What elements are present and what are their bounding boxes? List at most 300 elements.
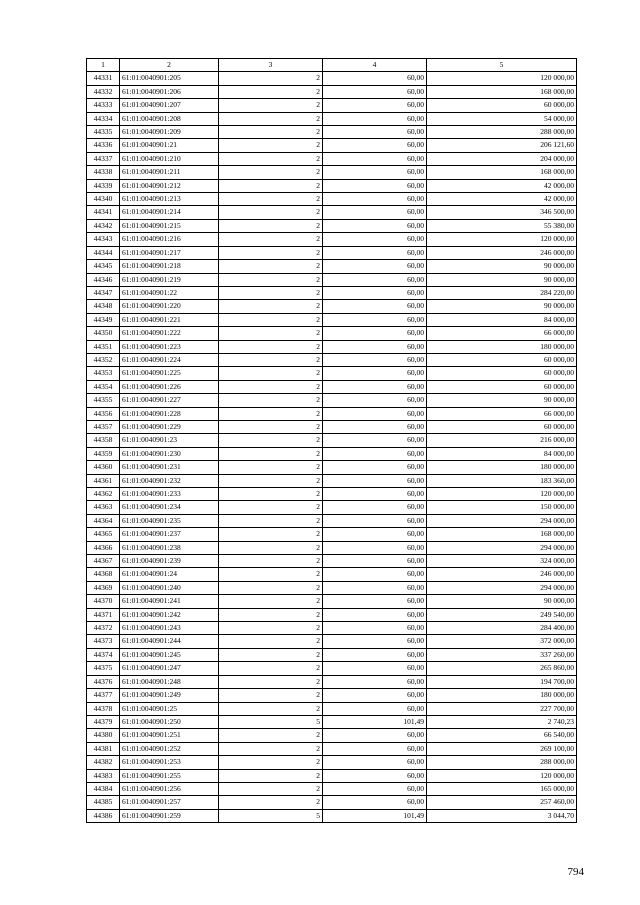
table-cell: 90 000,00 <box>427 595 577 608</box>
table-cell: 44379 <box>87 715 120 728</box>
table-cell: 61:01:0040901:227 <box>120 394 219 407</box>
table-row <box>87 581 577 594</box>
table-cell: 120 000,00 <box>427 72 577 85</box>
table-cell: 324 000,00 <box>427 555 577 568</box>
table-cell: 44382 <box>87 756 120 769</box>
table-cell: 44353 <box>87 367 120 380</box>
table-cell: 60,00 <box>323 488 427 501</box>
table-cell: 61:01:0040901:253 <box>120 756 219 769</box>
table-cell: 2 <box>219 756 323 769</box>
table-cell: 61:01:0040901:249 <box>120 689 219 702</box>
table-row <box>87 541 577 554</box>
table-cell: 44380 <box>87 729 120 742</box>
table-cell: 2 <box>219 635 323 648</box>
table-cell: 294 000,00 <box>427 514 577 527</box>
table-cell: 2 <box>219 702 323 715</box>
table-cell: 60,00 <box>323 206 427 219</box>
table-cell: 2 <box>219 528 323 541</box>
table-cell: 2 <box>219 434 323 447</box>
table-cell: 61:01:0040901:23 <box>120 434 219 447</box>
table-cell: 61:01:0040901:238 <box>120 541 219 554</box>
table-cell: 2 <box>219 273 323 286</box>
table-cell: 183 360,00 <box>427 474 577 487</box>
table-cell: 2 <box>219 796 323 809</box>
page-number: 794 <box>567 866 584 878</box>
table-cell: 5 <box>219 809 323 822</box>
table-cell: 44356 <box>87 407 120 420</box>
table-row <box>87 501 577 514</box>
table-cell: 204 000,00 <box>427 152 577 165</box>
table-cell: 44360 <box>87 461 120 474</box>
table-cell: 44345 <box>87 260 120 273</box>
table-cell: 61:01:0040901:222 <box>120 327 219 340</box>
column-header: 3 <box>219 59 323 72</box>
table-row <box>87 85 577 98</box>
table-cell: 2 <box>219 300 323 313</box>
table-cell: 150 000,00 <box>427 501 577 514</box>
table-cell: 44370 <box>87 595 120 608</box>
table-cell: 227 700,00 <box>427 702 577 715</box>
table-cell: 61:01:0040901:256 <box>120 782 219 795</box>
table-cell: 101,49 <box>323 715 427 728</box>
table-cell: 168 000,00 <box>427 528 577 541</box>
table-row <box>87 447 577 460</box>
table-cell: 44363 <box>87 501 120 514</box>
table-cell: 44374 <box>87 648 120 661</box>
table-cell: 61:01:0040901:221 <box>120 313 219 326</box>
table-cell: 44342 <box>87 219 120 232</box>
table-cell: 44355 <box>87 394 120 407</box>
table-cell: 180 000,00 <box>427 340 577 353</box>
table-cell: 61:01:0040901:216 <box>120 233 219 246</box>
table-row <box>87 179 577 192</box>
table-cell: 60,00 <box>323 675 427 688</box>
table-cell: 61:01:0040901:229 <box>120 420 219 433</box>
table-row <box>87 340 577 353</box>
table-cell: 337 260,00 <box>427 648 577 661</box>
table-cell: 61:01:0040901:240 <box>120 581 219 594</box>
table-cell: 44372 <box>87 622 120 635</box>
table-cell: 2 <box>219 622 323 635</box>
table-cell: 60,00 <box>323 246 427 259</box>
table-cell: 5 <box>219 715 323 728</box>
table-cell: 44343 <box>87 233 120 246</box>
table-cell: 61:01:0040901:231 <box>120 461 219 474</box>
table-cell: 60,00 <box>323 447 427 460</box>
table-cell: 60,00 <box>323 407 427 420</box>
table-cell: 2 <box>219 72 323 85</box>
table-cell: 44344 <box>87 246 120 259</box>
table-row <box>87 635 577 648</box>
table-row <box>87 139 577 152</box>
table-cell: 194 700,00 <box>427 675 577 688</box>
table-cell: 60,00 <box>323 300 427 313</box>
table-cell: 2 <box>219 367 323 380</box>
table-row <box>87 313 577 326</box>
table-cell: 2 <box>219 353 323 366</box>
table-cell: 101,49 <box>323 809 427 822</box>
table-row <box>87 300 577 313</box>
table-cell: 60,00 <box>323 340 427 353</box>
table-row <box>87 675 577 688</box>
table-cell: 60,00 <box>323 327 427 340</box>
table-cell: 90 000,00 <box>427 394 577 407</box>
table-cell: 2 <box>219 501 323 514</box>
table-cell: 61:01:0040901:250 <box>120 715 219 728</box>
table-cell: 44386 <box>87 809 120 822</box>
table-cell: 60,00 <box>323 260 427 273</box>
table-cell: 60,00 <box>323 474 427 487</box>
table-cell: 2 <box>219 689 323 702</box>
column-header: 5 <box>427 59 577 72</box>
table-cell: 2 <box>219 206 323 219</box>
table-cell: 61:01:0040901:208 <box>120 112 219 125</box>
table-row <box>87 206 577 219</box>
table-cell: 44358 <box>87 434 120 447</box>
table-row <box>87 327 577 340</box>
table-cell: 84 000,00 <box>427 447 577 460</box>
table-cell: 60,00 <box>323 139 427 152</box>
table-cell: 61:01:0040901:21 <box>120 139 219 152</box>
table-cell: 294 000,00 <box>427 541 577 554</box>
table-cell: 60,00 <box>323 380 427 393</box>
table-cell: 2 <box>219 286 323 299</box>
table-cell: 44350 <box>87 327 120 340</box>
table-cell: 2 <box>219 340 323 353</box>
table-cell: 66 540,00 <box>427 729 577 742</box>
table-row <box>87 528 577 541</box>
table-cell: 61:01:0040901:245 <box>120 648 219 661</box>
table-row <box>87 434 577 447</box>
table-row <box>87 260 577 273</box>
table-cell: 246 000,00 <box>427 568 577 581</box>
table-cell: 60 000,00 <box>427 367 577 380</box>
table-cell: 2 <box>219 260 323 273</box>
table-cell: 2 <box>219 514 323 527</box>
table-row <box>87 756 577 769</box>
table-row <box>87 407 577 420</box>
table-cell: 44332 <box>87 85 120 98</box>
table-cell: 44331 <box>87 72 120 85</box>
table-cell: 44385 <box>87 796 120 809</box>
table-cell: 60 000,00 <box>427 380 577 393</box>
table-cell: 2 <box>219 327 323 340</box>
table-cell: 60 000,00 <box>427 353 577 366</box>
table-cell: 60,00 <box>323 313 427 326</box>
table-cell: 60,00 <box>323 662 427 675</box>
column-header: 4 <box>323 59 427 72</box>
table-cell: 61:01:0040901:206 <box>120 85 219 98</box>
table-cell: 2 <box>219 461 323 474</box>
table-cell: 61:01:0040901:247 <box>120 662 219 675</box>
table-row <box>87 166 577 179</box>
table-cell: 60,00 <box>323 648 427 661</box>
table-cell: 2 <box>219 662 323 675</box>
table-cell: 2 <box>219 568 323 581</box>
table-row <box>87 112 577 125</box>
table-row <box>87 233 577 246</box>
table-cell: 61:01:0040901:241 <box>120 595 219 608</box>
table-cell: 60,00 <box>323 152 427 165</box>
table-cell: 60,00 <box>323 353 427 366</box>
table-row <box>87 474 577 487</box>
table-cell: 61:01:0040901:244 <box>120 635 219 648</box>
table-cell: 60,00 <box>323 179 427 192</box>
table-cell: 60 000,00 <box>427 99 577 112</box>
table-cell: 60,00 <box>323 689 427 702</box>
table-cell: 90 000,00 <box>427 300 577 313</box>
table-cell: 61:01:0040901:24 <box>120 568 219 581</box>
table-cell: 60,00 <box>323 420 427 433</box>
table-cell: 44377 <box>87 689 120 702</box>
table-cell: 44361 <box>87 474 120 487</box>
table-header-row <box>87 59 577 72</box>
table-cell: 60,00 <box>323 608 427 621</box>
table-cell: 2 <box>219 166 323 179</box>
table-cell: 60,00 <box>323 568 427 581</box>
table-cell: 2 <box>219 246 323 259</box>
table-cell: 372 000,00 <box>427 635 577 648</box>
table-cell: 60,00 <box>323 233 427 246</box>
table-cell: 61:01:0040901:257 <box>120 796 219 809</box>
table-cell: 2 <box>219 729 323 742</box>
table-cell: 269 100,00 <box>427 742 577 755</box>
table-cell: 2 <box>219 675 323 688</box>
table-cell: 288 000,00 <box>427 126 577 139</box>
table-cell: 257 460,00 <box>427 796 577 809</box>
table-cell: 2 <box>219 742 323 755</box>
table-row <box>87 769 577 782</box>
table-cell: 60,00 <box>323 581 427 594</box>
table-cell: 44378 <box>87 702 120 715</box>
table-cell: 90 000,00 <box>427 260 577 273</box>
table-row <box>87 126 577 139</box>
table-cell: 2 <box>219 219 323 232</box>
table-cell: 284 400,00 <box>427 622 577 635</box>
table-cell: 60,00 <box>323 85 427 98</box>
table-cell: 60,00 <box>323 729 427 742</box>
table-cell: 60,00 <box>323 782 427 795</box>
table-row <box>87 715 577 728</box>
table-row <box>87 99 577 112</box>
table-cell: 61:01:0040901:225 <box>120 367 219 380</box>
table-cell: 2 <box>219 555 323 568</box>
table-row <box>87 622 577 635</box>
table-cell: 60,00 <box>323 166 427 179</box>
table-row <box>87 782 577 795</box>
table-cell: 61:01:0040901:213 <box>120 193 219 206</box>
table-cell: 2 <box>219 541 323 554</box>
table-cell: 61:01:0040901:217 <box>120 246 219 259</box>
table-cell: 165 000,00 <box>427 782 577 795</box>
table-cell: 120 000,00 <box>427 488 577 501</box>
table-cell: 61:01:0040901:219 <box>120 273 219 286</box>
table-cell: 60,00 <box>323 702 427 715</box>
table-cell: 246 000,00 <box>427 246 577 259</box>
table-cell: 60,00 <box>323 99 427 112</box>
table-cell: 60,00 <box>323 595 427 608</box>
table-cell: 60,00 <box>323 461 427 474</box>
table-cell: 61:01:0040901:251 <box>120 729 219 742</box>
table-cell: 44371 <box>87 608 120 621</box>
table-cell: 2 <box>219 112 323 125</box>
table-row <box>87 193 577 206</box>
table-cell: 44375 <box>87 662 120 675</box>
table-row <box>87 608 577 621</box>
table-cell: 2 <box>219 152 323 165</box>
table-cell: 44365 <box>87 528 120 541</box>
table-cell: 2 <box>219 99 323 112</box>
table-cell: 61:01:0040901:25 <box>120 702 219 715</box>
table-cell: 180 000,00 <box>427 461 577 474</box>
table-cell: 2 <box>219 394 323 407</box>
table-cell: 180 000,00 <box>427 689 577 702</box>
table-cell: 61:01:0040901:209 <box>120 126 219 139</box>
table-row <box>87 286 577 299</box>
table-body <box>87 72 577 823</box>
table-cell: 288 000,00 <box>427 756 577 769</box>
table-row <box>87 595 577 608</box>
table-cell: 44333 <box>87 99 120 112</box>
column-header: 2 <box>120 59 219 72</box>
table-cell: 284 220,00 <box>427 286 577 299</box>
table-row <box>87 488 577 501</box>
table-cell: 66 000,00 <box>427 327 577 340</box>
table-cell: 60,00 <box>323 273 427 286</box>
table-row <box>87 394 577 407</box>
table-cell: 61:01:0040901:205 <box>120 72 219 85</box>
table-cell: 61:01:0040901:210 <box>120 152 219 165</box>
table-row <box>87 689 577 702</box>
table-cell: 61:01:0040901:220 <box>120 300 219 313</box>
table-cell: 60,00 <box>323 742 427 755</box>
table-cell: 2 <box>219 313 323 326</box>
table-cell: 2 <box>219 595 323 608</box>
table-cell: 2 <box>219 233 323 246</box>
table-cell: 61:01:0040901:215 <box>120 219 219 232</box>
table-cell: 60,00 <box>323 541 427 554</box>
table-cell: 2 <box>219 380 323 393</box>
table-cell: 42 000,00 <box>427 179 577 192</box>
table-cell: 44354 <box>87 380 120 393</box>
table-cell: 61:01:0040901:237 <box>120 528 219 541</box>
table-cell: 3 044,70 <box>427 809 577 822</box>
table-cell: 60,00 <box>323 501 427 514</box>
table-cell: 2 <box>219 407 323 420</box>
table-cell: 44351 <box>87 340 120 353</box>
table-cell: 44352 <box>87 353 120 366</box>
table-cell: 61:01:0040901:239 <box>120 555 219 568</box>
table-cell: 60,00 <box>323 756 427 769</box>
table-cell: 294 000,00 <box>427 581 577 594</box>
table-cell: 61:01:0040901:226 <box>120 380 219 393</box>
table-cell: 44381 <box>87 742 120 755</box>
table-row <box>87 367 577 380</box>
table-cell: 61:01:0040901:224 <box>120 353 219 366</box>
table-cell: 265 860,00 <box>427 662 577 675</box>
table-row <box>87 809 577 822</box>
table-row <box>87 702 577 715</box>
table-cell: 2 <box>219 126 323 139</box>
table-cell: 44340 <box>87 193 120 206</box>
table-cell: 42 000,00 <box>427 193 577 206</box>
table-row <box>87 568 577 581</box>
table-cell: 44359 <box>87 447 120 460</box>
table-cell: 60,00 <box>323 796 427 809</box>
table-cell: 2 <box>219 85 323 98</box>
table-row <box>87 380 577 393</box>
table-row <box>87 246 577 259</box>
table-cell: 61:01:0040901:230 <box>120 447 219 460</box>
table-cell: 44376 <box>87 675 120 688</box>
table-cell: 44341 <box>87 206 120 219</box>
table-cell: 2 <box>219 648 323 661</box>
table-cell: 44334 <box>87 112 120 125</box>
table-cell: 44338 <box>87 166 120 179</box>
table-cell: 66 000,00 <box>427 407 577 420</box>
table-cell: 61:01:0040901:235 <box>120 514 219 527</box>
table-row <box>87 152 577 165</box>
table-row <box>87 353 577 366</box>
table-cell: 44347 <box>87 286 120 299</box>
table-row <box>87 420 577 433</box>
table-row <box>87 555 577 568</box>
table-cell: 60,00 <box>323 394 427 407</box>
table-cell: 61:01:0040901:214 <box>120 206 219 219</box>
table-cell: 2 <box>219 420 323 433</box>
table-cell: 60,00 <box>323 286 427 299</box>
table-row <box>87 742 577 755</box>
table-cell: 61:01:0040901:242 <box>120 608 219 621</box>
table-cell: 44349 <box>87 313 120 326</box>
table-row <box>87 662 577 675</box>
table-cell: 44367 <box>87 555 120 568</box>
table-cell: 44364 <box>87 514 120 527</box>
table-cell: 60,00 <box>323 72 427 85</box>
table-cell: 61:01:0040901:212 <box>120 179 219 192</box>
table-cell: 120 000,00 <box>427 769 577 782</box>
table-cell: 60,00 <box>323 367 427 380</box>
table-cell: 2 <box>219 608 323 621</box>
table-cell: 2 <box>219 179 323 192</box>
table-cell: 2 <box>219 139 323 152</box>
table-cell: 54 000,00 <box>427 112 577 125</box>
table-cell: 61:01:0040901:223 <box>120 340 219 353</box>
table-cell: 61:01:0040901:207 <box>120 99 219 112</box>
table-cell: 44357 <box>87 420 120 433</box>
table-cell: 60,00 <box>323 635 427 648</box>
table-cell: 60,00 <box>323 622 427 635</box>
table-cell: 61:01:0040901:252 <box>120 742 219 755</box>
table-cell: 61:01:0040901:22 <box>120 286 219 299</box>
table-row <box>87 514 577 527</box>
table-cell: 61:01:0040901:211 <box>120 166 219 179</box>
table-cell: 346 500,00 <box>427 206 577 219</box>
table-cell: 2 <box>219 193 323 206</box>
table-cell: 2 <box>219 474 323 487</box>
table-cell: 60,00 <box>323 193 427 206</box>
table-cell: 60,00 <box>323 528 427 541</box>
table-cell: 61:01:0040901:234 <box>120 501 219 514</box>
table-cell: 60,00 <box>323 555 427 568</box>
table-cell: 2 <box>219 447 323 460</box>
table-cell: 44335 <box>87 126 120 139</box>
table-cell: 44368 <box>87 568 120 581</box>
table-row <box>87 273 577 286</box>
table-cell: 60,00 <box>323 126 427 139</box>
table-row <box>87 72 577 85</box>
table-cell: 44383 <box>87 769 120 782</box>
